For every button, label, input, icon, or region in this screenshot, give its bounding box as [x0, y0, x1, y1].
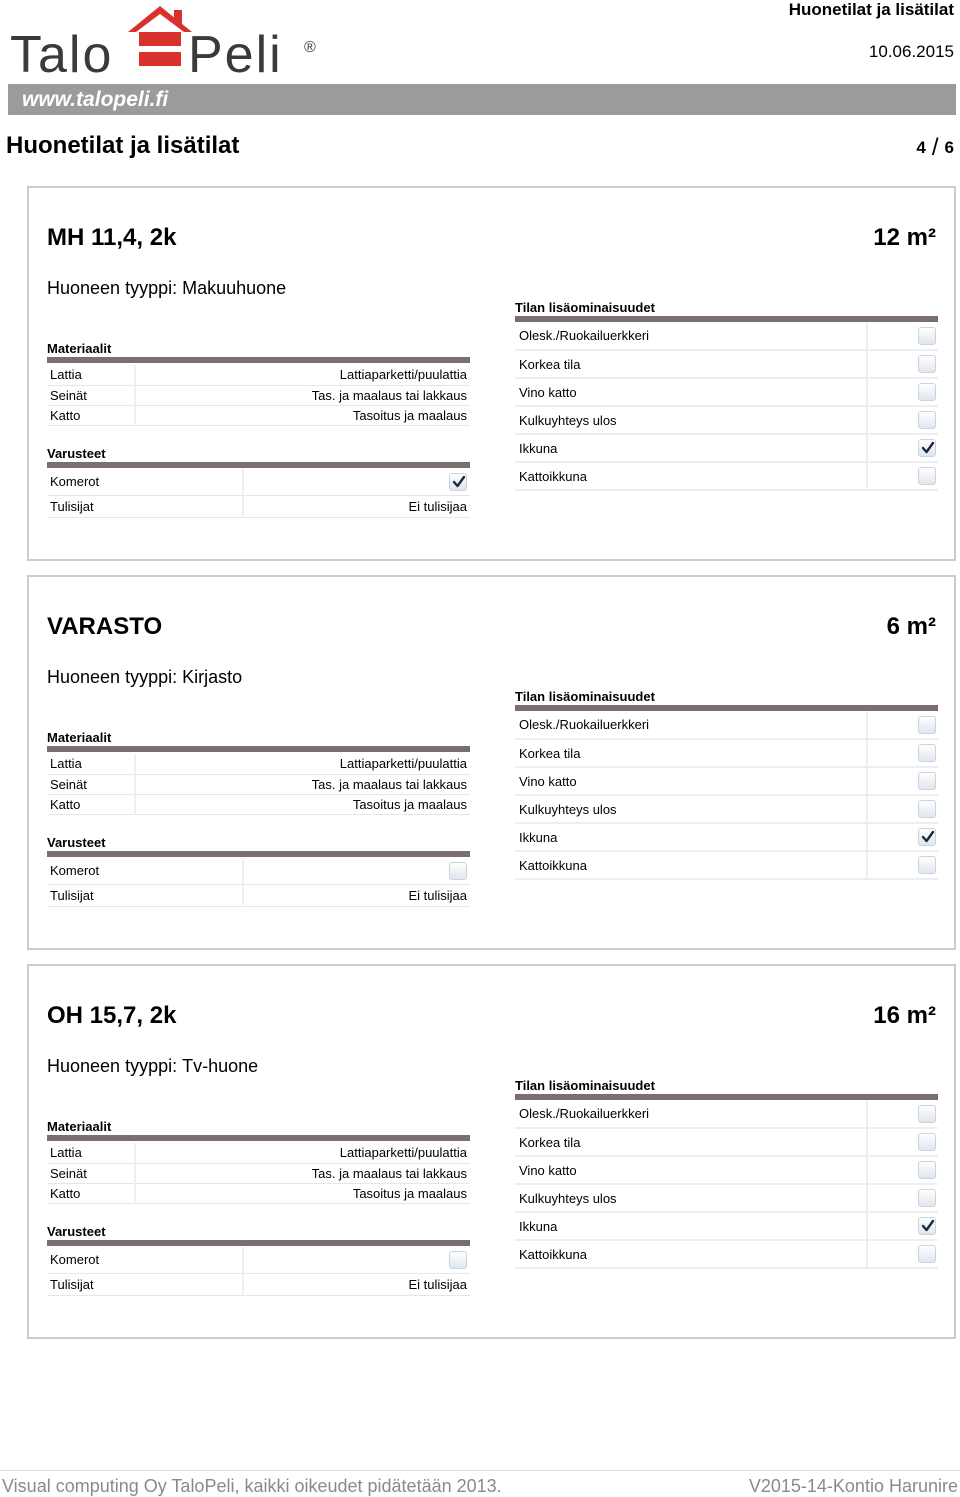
checkbox-checked-icon[interactable] [449, 473, 467, 491]
room-area: 6 m² [886, 613, 936, 640]
extra-label: Ikkuna [515, 1212, 867, 1240]
extra-checkbox-cell [867, 462, 938, 490]
equipment-row-wardrobe [47, 469, 470, 495]
extra-row [515, 406, 938, 434]
wardrobe-checkbox-cell [243, 1247, 470, 1273]
extras-table [515, 1100, 938, 1269]
equipment-row-fireplace [47, 1273, 470, 1295]
extra-row [515, 1100, 938, 1128]
page-total: 6 [944, 138, 954, 157]
material-label: Seinät [47, 774, 135, 794]
equipment-heading-bar [47, 1240, 470, 1246]
room-area: 16 m² [873, 1002, 936, 1029]
material-value: Tas. ja maalaus tai lakkaus [135, 385, 470, 405]
materials-heading: Materiaalit [47, 730, 112, 745]
extra-checkbox-cell [867, 1184, 938, 1212]
material-row [47, 1163, 470, 1183]
checkbox-empty-icon[interactable] [918, 327, 936, 345]
extra-row [515, 378, 938, 406]
extra-label: Korkea tila [515, 739, 867, 767]
equipment-table [47, 469, 470, 518]
extra-label: Korkea tila [515, 350, 867, 378]
room-type-value: Kirjasto [182, 667, 243, 687]
extra-checkbox-cell [867, 322, 938, 350]
extras-table [515, 711, 938, 880]
extra-row [515, 350, 938, 378]
wardrobe-checkbox-cell [243, 858, 470, 884]
footer-version: V2015-14-Kontio Harunire [748, 1476, 958, 1496]
checkbox-empty-icon[interactable] [449, 1251, 467, 1269]
room-type-label: Huoneen tyyppi: [47, 278, 178, 298]
wardrobe-label: Komerot [47, 1247, 243, 1273]
extra-row [515, 851, 938, 879]
material-label: Katto [47, 794, 135, 814]
materials-table [47, 754, 470, 815]
extra-label: Kulkuyhteys ulos [515, 406, 867, 434]
checkbox-empty-icon[interactable] [918, 716, 936, 734]
checkbox-empty-icon[interactable] [449, 862, 467, 880]
room-type [47, 1056, 258, 1077]
room-area: 12 m² [873, 224, 936, 251]
house-logo-icon [8, 2, 328, 82]
equipment-heading: Varusteet [47, 835, 106, 850]
equipment-row-wardrobe [47, 858, 470, 884]
extra-label: Olesk./Ruokailuerkkeri [515, 322, 867, 350]
extra-checkbox-cell [867, 378, 938, 406]
fireplace-value: Ei tulisijaa [243, 884, 470, 906]
equipment-heading-bar [47, 851, 470, 857]
extra-label: Kattoikkuna [515, 462, 867, 490]
room-type-value: Makuuhuone [182, 278, 287, 298]
material-value: Lattiaparketti/puulattia [135, 365, 470, 385]
material-value: Tasoitus ja maalaus [135, 1183, 470, 1203]
extra-checkbox-cell [867, 1156, 938, 1184]
room-name: OH 15,7, 2k [47, 1002, 177, 1029]
extra-checkbox-cell [867, 1212, 938, 1240]
footer-divider [0, 1470, 960, 1471]
material-row [47, 794, 470, 814]
extras-heading: Tilan lisäominaisuudet [515, 689, 655, 704]
material-row [47, 754, 470, 774]
wardrobe-checkbox-cell [243, 469, 470, 495]
extra-checkbox-cell [867, 795, 938, 823]
extra-checkbox-cell [867, 350, 938, 378]
page-indicator [916, 132, 954, 160]
room-type-label: Huoneen tyyppi: [47, 1056, 178, 1076]
extra-row [515, 823, 938, 851]
checkbox-empty-icon[interactable] [918, 1133, 936, 1151]
extras-heading: Tilan lisäominaisuudet [515, 300, 655, 315]
checkbox-empty-icon[interactable] [918, 355, 936, 373]
extra-label: Kattoikkuna [515, 851, 867, 879]
extra-row [515, 1184, 938, 1212]
materials-heading: Materiaalit [47, 1119, 112, 1134]
checkbox-empty-icon[interactable] [918, 1245, 936, 1263]
equipment-row-fireplace [47, 884, 470, 906]
extra-row [515, 711, 938, 739]
materials-heading: Materiaalit [47, 341, 112, 356]
room-card-1 [27, 186, 956, 561]
fireplace-value: Ei tulisijaa [243, 495, 470, 517]
fireplace-label: Tulisijat [47, 495, 243, 517]
checkbox-empty-icon[interactable] [918, 383, 936, 401]
room-type [47, 667, 242, 688]
extra-checkbox-cell [867, 1240, 938, 1268]
url-bar [8, 84, 956, 115]
extra-label: Olesk./Ruokailuerkkeri [515, 1100, 867, 1128]
extra-label: Ikkuna [515, 823, 867, 851]
extra-checkbox-cell [867, 1128, 938, 1156]
footer-copyright: Visual computing Oy TaloPeli, kaikki oikeudet pidätetään 2013. [2, 1476, 502, 1496]
checkbox-checked-icon[interactable] [918, 828, 936, 846]
room-type [47, 278, 286, 299]
registered-mark: ® [304, 39, 316, 56]
materials-table [47, 1143, 470, 1204]
materials-table [47, 365, 470, 426]
material-row [47, 405, 470, 425]
extra-label: Kulkuyhteys ulos [515, 1184, 867, 1212]
checkbox-checked-icon[interactable] [918, 1217, 936, 1235]
checkbox-empty-icon[interactable] [918, 744, 936, 762]
extra-label: Vino katto [515, 1156, 867, 1184]
wardrobe-label: Komerot [47, 469, 243, 495]
checkbox-empty-icon[interactable] [918, 1105, 936, 1123]
extra-checkbox-cell [867, 406, 938, 434]
extra-label: Korkea tila [515, 1128, 867, 1156]
room-type-value: Tv-huone [182, 1056, 259, 1076]
extra-label: Ikkuna [515, 434, 867, 462]
materials-heading-bar [47, 1135, 470, 1141]
extra-label: Vino katto [515, 378, 867, 406]
extra-label: Vino katto [515, 767, 867, 795]
equipment-heading: Varusteet [47, 1224, 106, 1239]
room-name: VARASTO [47, 613, 163, 640]
fireplace-label: Tulisijat [47, 884, 243, 906]
material-label: Katto [47, 1183, 135, 1203]
wardrobe-label: Komerot [47, 858, 243, 884]
extra-row [515, 1240, 938, 1268]
document-date: 10.06.2015 [868, 42, 954, 61]
checkbox-empty-icon[interactable] [918, 772, 936, 790]
extra-row [515, 739, 938, 767]
equipment-row-wardrobe [47, 1247, 470, 1273]
extra-checkbox-cell [867, 711, 938, 739]
extra-label: Kattoikkuna [515, 1240, 867, 1268]
material-label: Seinät [47, 385, 135, 405]
checkbox-empty-icon[interactable] [918, 411, 936, 429]
extra-label: Olesk./Ruokailuerkkeri [515, 711, 867, 739]
extra-row [515, 795, 938, 823]
extra-row [515, 434, 938, 462]
material-label: Katto [47, 405, 135, 425]
extra-label: Kulkuyhteys ulos [515, 795, 867, 823]
material-row [47, 774, 470, 794]
brand-left-text: Talo [10, 26, 114, 82]
extra-checkbox-cell [867, 851, 938, 879]
extra-row [515, 462, 938, 490]
fireplace-value: Ei tulisijaa [243, 1273, 470, 1295]
page-title: Huonetilat ja lisätilat [6, 132, 240, 159]
extra-row [515, 322, 938, 350]
extra-checkbox-cell [867, 739, 938, 767]
equipment-table [47, 858, 470, 907]
room-card-2 [27, 575, 956, 950]
room-type-label: Huoneen tyyppi: [47, 667, 178, 687]
material-row [47, 365, 470, 385]
extras-table [515, 322, 938, 491]
extra-row [515, 1128, 938, 1156]
extra-row [515, 1212, 938, 1240]
material-row [47, 385, 470, 405]
material-label: Seinät [47, 1163, 135, 1183]
room-name: MH 11,4, 2k [47, 224, 177, 251]
fireplace-label: Tulisijat [47, 1273, 243, 1295]
brand-right-text: Peli [188, 26, 283, 82]
page-current: 4 [916, 138, 926, 157]
checkbox-empty-icon[interactable] [918, 856, 936, 874]
materials-heading-bar [47, 746, 470, 752]
material-label: Lattia [47, 1143, 135, 1163]
equipment-table [47, 1247, 470, 1296]
checkbox-empty-icon[interactable] [918, 1189, 936, 1207]
equipment-heading-bar [47, 462, 470, 468]
extra-checkbox-cell [867, 767, 938, 795]
extra-checkbox-cell [867, 434, 938, 462]
equipment-heading: Varusteet [47, 446, 106, 461]
material-row [47, 1183, 470, 1203]
website-link[interactable]: www.talopeli.fi [22, 88, 169, 111]
extra-row [515, 767, 938, 795]
material-value: Lattiaparketti/puulattia [135, 1143, 470, 1163]
extras-heading: Tilan lisäominaisuudet [515, 1078, 655, 1093]
material-value: Lattiaparketti/puulattia [135, 754, 470, 774]
material-value: Tasoitus ja maalaus [135, 794, 470, 814]
material-value: Tasoitus ja maalaus [135, 405, 470, 425]
checkbox-empty-icon[interactable] [918, 467, 936, 485]
material-label: Lattia [47, 754, 135, 774]
material-row [47, 1143, 470, 1163]
page-separator: / [931, 134, 939, 161]
extra-checkbox-cell [867, 823, 938, 851]
equipment-row-fireplace [47, 495, 470, 517]
checkbox-empty-icon[interactable] [918, 1161, 936, 1179]
checkbox-empty-icon[interactable] [918, 800, 936, 818]
material-value: Tas. ja maalaus tai lakkaus [135, 1163, 470, 1183]
checkbox-checked-icon[interactable] [918, 439, 936, 457]
materials-heading-bar [47, 357, 470, 363]
material-label: Lattia [47, 365, 135, 385]
room-card-3 [27, 964, 956, 1339]
material-value: Tas. ja maalaus tai lakkaus [135, 774, 470, 794]
extra-checkbox-cell [867, 1100, 938, 1128]
talopeli-logo [8, 2, 328, 82]
document-title: Huonetilat ja lisätilat [788, 0, 954, 19]
extra-row [515, 1156, 938, 1184]
